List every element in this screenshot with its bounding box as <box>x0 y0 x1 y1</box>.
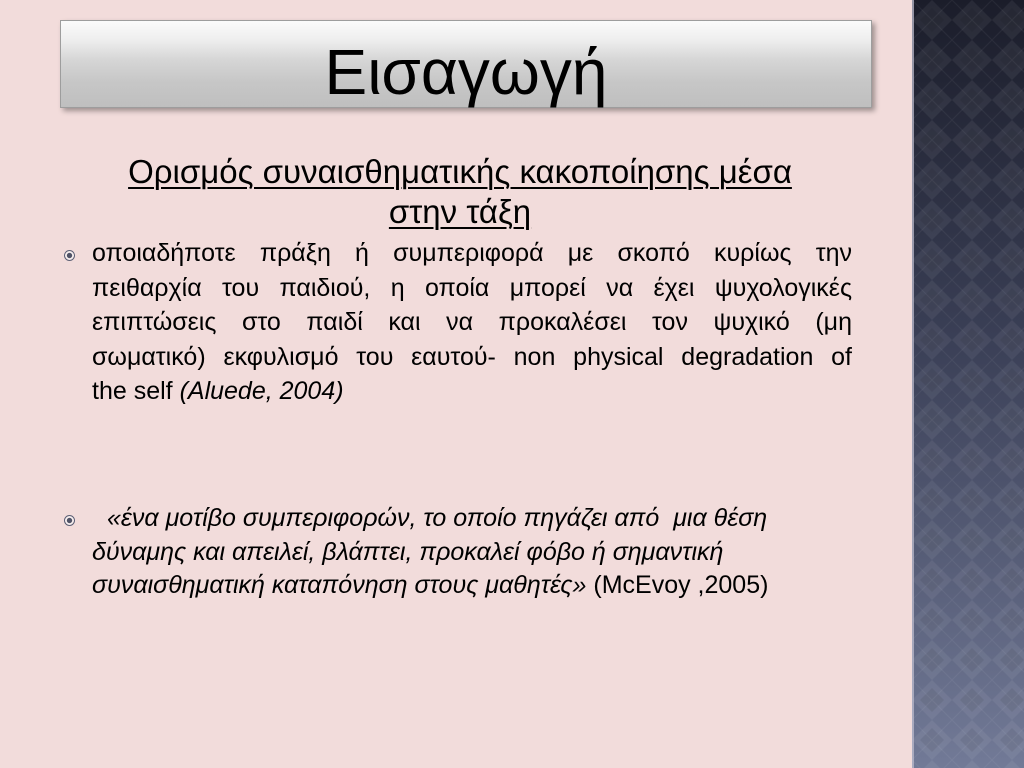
bullet-line: δύναμης και απειλεί, βλάπτει, προκαλεί φόβο ή σημαντική <box>92 537 724 566</box>
bullet-item-quote <box>92 502 852 603</box>
circled-dot-bullet-icon <box>64 250 75 261</box>
citation: (Aluede, 2004) <box>179 377 344 405</box>
citation: (McEvoy ,2005) <box>593 571 769 599</box>
subtitle <box>60 152 860 232</box>
panel-diamond-overlay <box>912 0 1024 768</box>
bullet-line: οποιαδήποτε πράξη ή συμπεριφορά με σκοπό κυρίως την <box>92 239 852 267</box>
subtitle-line: στην τάξη <box>388 193 532 230</box>
bullet-line: σωματικό) εκφυλισμό του εαυτού- non physical degradation of <box>92 342 852 371</box>
bullet-line: πειθαρχία του παιδιού, η οποία μπορεί να έχει ψυχολογικές <box>92 273 852 302</box>
bullet-line-text: συναισθηματική καταπόνηση στους μαθητές» <box>92 571 587 599</box>
bullet-item-definition <box>92 236 852 409</box>
title-box <box>60 20 872 108</box>
slide-title: Εισαγωγή <box>324 36 608 108</box>
bullet-line <box>92 569 852 603</box>
circled-dot-bullet-icon <box>64 515 75 526</box>
subtitle-line: Ορισμός συναισθηματικής κακοποίησης μέσα <box>128 153 792 190</box>
decorative-side-panel <box>912 0 1024 768</box>
bullet-line-text: the self <box>92 377 173 405</box>
bullet-line: επιπτώσεις στο παιδί και να προκαλέσει τον ψυχικό (μη <box>92 308 852 336</box>
bullet-line <box>92 374 852 409</box>
diamond-pattern <box>912 0 1024 768</box>
bullet-line: «ένα μοτίβο συμπεριφορών, το οποίο πηγάζει από μια θέση <box>107 504 768 532</box>
panel-edge-line <box>912 0 914 768</box>
